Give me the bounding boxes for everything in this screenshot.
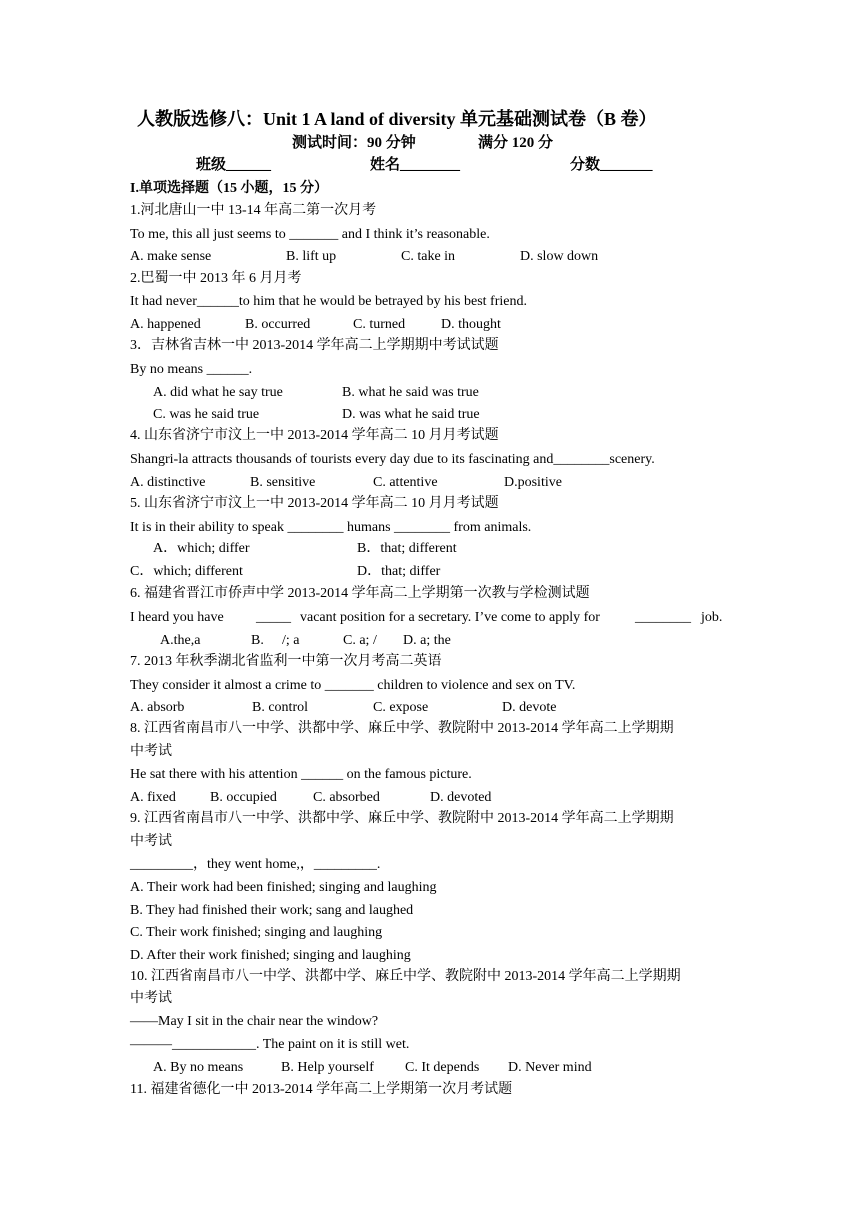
- question-3-option-c: C. was he said true: [153, 407, 260, 422]
- question-10-option-a: A. By no means: [153, 1060, 244, 1075]
- question-7-option-b: B. control: [252, 700, 308, 715]
- question-10-source: 10. 江西省南昌市八一中学、洪都中学、麻丘中学、教院附中 2013-2014 学年高二上学期期: [130, 969, 681, 984]
- question-6-option-b: B.: [251, 633, 264, 648]
- question-2-option-a: A. happened: [130, 317, 201, 332]
- test-time: 测试时间：90 分钟: [292, 135, 416, 151]
- question-7-source: 7. 2013 年秋季湖北省监利一中第一次月考高二英语: [130, 654, 442, 669]
- question-6-stem-part2: vacant position for a secretary. I’ve come to apply for: [300, 610, 600, 625]
- question-10-option-c: C. It depends: [405, 1060, 480, 1075]
- question-2-option-c: C. turned: [353, 317, 406, 332]
- full-score: 满分 120 分: [478, 135, 554, 151]
- question-6-stem-part1: I heard you have: [130, 610, 224, 625]
- question-6-option-b-text: /; a: [282, 633, 300, 648]
- question-2-source: 2.巴蜀一中 2013 年 6 月月考: [130, 271, 302, 286]
- question-9-source-cont: 中考试: [130, 834, 172, 849]
- question-11-source: 11. 福建省德化一中 2013-2014 学年高二上学期第一次月考试题: [130, 1082, 513, 1097]
- question-1-option-a: A. make sense: [130, 249, 212, 264]
- question-5-option-d: D．that; differ: [357, 564, 441, 579]
- question-10-stem-line2: ———____________. The paint on it is still wet.: [130, 1037, 410, 1052]
- question-5-stem: It is in their ability to speak ________ humans ________ from animals.: [130, 520, 532, 535]
- question-8-option-a: A. fixed: [130, 790, 176, 805]
- question-9-source: 9. 江西省南昌市八一中学、洪都中学、麻丘中学、教院附中 2013-2014 学年高二上学期期: [130, 811, 674, 826]
- page-title: 人教版选修八：Unit 1 A land of diversity 单元基础测试卷（B 卷）: [137, 109, 657, 129]
- question-4-option-c: C. attentive: [373, 475, 438, 490]
- question-7-option-a: A. absorb: [130, 700, 185, 715]
- question-3-option-a: A. did what he say true: [153, 385, 283, 400]
- question-5-option-a: A．which; differ: [153, 541, 250, 556]
- question-2-option-b: B. occurred: [245, 317, 311, 332]
- question-9-option-a: A. Their work had been finished; singing and laughing: [130, 880, 437, 895]
- question-1-stem: To me, this all just seems to _______ and I think it’s reasonable.: [130, 227, 490, 242]
- question-3-stem: By no means ______.: [130, 362, 253, 377]
- question-5-source: 5. 山东省济宁市汶上一中 2013-2014 学年高二 10 月月考试题: [130, 496, 499, 511]
- question-7-option-c: C. expose: [373, 700, 429, 715]
- question-1-source: 1.河北唐山一中 13-14 年高二第一次月考: [130, 203, 377, 218]
- question-8-option-c: C. absorbed: [313, 790, 380, 805]
- question-5-option-b: B．that; different: [357, 541, 457, 556]
- question-4-option-a: A. distinctive: [130, 475, 206, 490]
- question-8-option-b: B. occupied: [210, 790, 277, 805]
- score-field: 分数_______: [570, 157, 653, 173]
- question-4-stem: Shangri-la attracts thousands of tourists every day due to its fascinating and________scenery.: [130, 452, 655, 467]
- name-field: 姓名________: [370, 157, 461, 173]
- question-8-source-cont: 中考试: [130, 744, 172, 759]
- question-10-option-d: D. Never mind: [508, 1060, 592, 1075]
- question-7-option-d: D. devote: [502, 700, 557, 715]
- class-field: 班级______: [196, 157, 272, 173]
- question-9-option-b: B. They had finished their work; sang and laughed: [130, 903, 414, 918]
- question-6-stem-part3: job.: [701, 610, 723, 625]
- question-1-option-d: D. slow down: [520, 249, 599, 264]
- question-9-option-c: C. Their work finished; singing and laughing: [130, 925, 383, 940]
- question-3-option-b: B. what he said was true: [342, 385, 479, 400]
- question-10-option-b: B. Help yourself: [281, 1060, 374, 1075]
- question-9-option-d: D. After their work finished; singing and laughing: [130, 948, 411, 963]
- question-10-stem-line1: ——May I sit in the chair near the window?: [130, 1014, 379, 1029]
- question-3-option-d: D. was what he said true: [342, 407, 480, 422]
- question-5-option-c: C．which; different: [130, 564, 243, 579]
- question-6-blank-1: _____: [256, 610, 291, 625]
- question-6-blank-2: ________: [635, 610, 691, 625]
- question-2-stem: It had never______to him that he would be betrayed by his best friend.: [130, 294, 527, 309]
- question-6-source: 6. 福建省晋江市侨声中学 2013-2014 学年高二上学期第一次教与学检测试题: [130, 586, 590, 601]
- question-8-option-d: D. devoted: [430, 790, 492, 805]
- question-4-option-b: B. sensitive: [250, 475, 316, 490]
- question-10-source-cont: 中考试: [130, 991, 172, 1006]
- section-heading: I.单项选择题（15 小题，15 分）: [130, 181, 328, 196]
- question-2-option-d: D. thought: [441, 317, 501, 332]
- question-4-source: 4. 山东省济宁市汶上一中 2013-2014 学年高二 10 月月考试题: [130, 428, 499, 443]
- question-6-option-a: A.the,a: [160, 633, 201, 648]
- question-1-option-b: B. lift up: [286, 249, 337, 264]
- question-8-stem: He sat there with his attention ______ on the famous picture.: [130, 767, 472, 782]
- question-7-stem: They consider it almost a crime to _______ children to violence and sex on TV.: [130, 678, 576, 693]
- question-4-option-d: D.positive: [504, 475, 562, 490]
- question-8-source: 8. 江西省南昌市八一中学、洪都中学、麻丘中学、教院附中 2013-2014 学年高二上学期期: [130, 721, 674, 736]
- question-1-option-c: C. take in: [401, 249, 456, 264]
- question-9-stem: _________，they went home,，_________.: [130, 857, 381, 872]
- question-3-source: 3．吉林省吉林一中 2013-2014 学年高二上学期期中考试试题: [130, 338, 499, 353]
- question-6-option-c: C. a; /: [343, 633, 377, 648]
- question-6-option-d: D. a; the: [403, 633, 451, 648]
